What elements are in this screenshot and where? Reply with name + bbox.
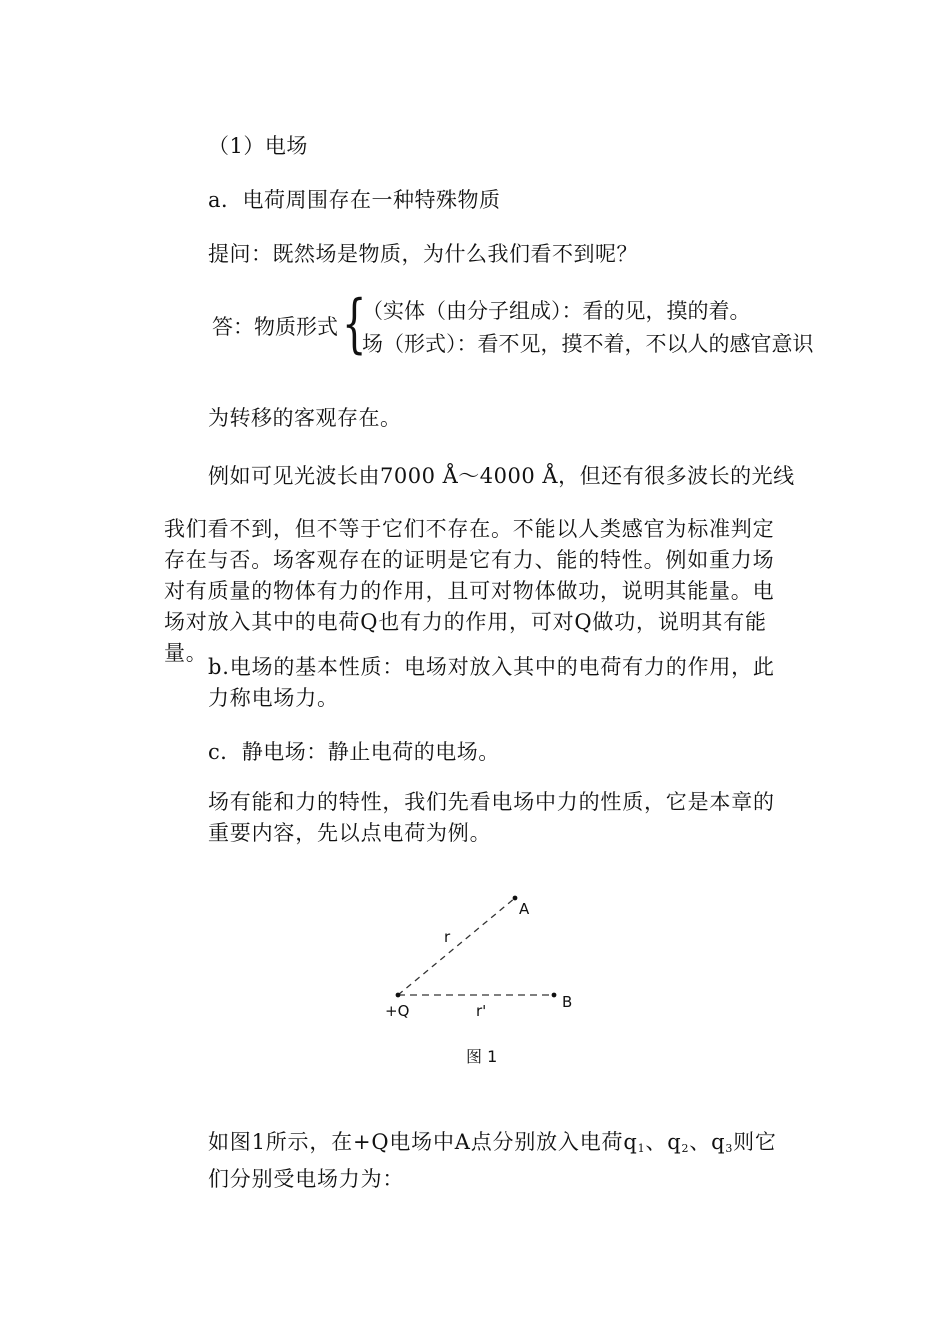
label-b: B — [562, 993, 573, 1011]
answer-line-field: 场（形式）：看不见，摸不着，不以人的感官意识 — [362, 332, 814, 356]
example-first-line: 例如可见光波长由7000 Å～4000 Å，但还有很多波长的光线 — [208, 464, 795, 488]
line-r — [398, 898, 515, 995]
point-a — [513, 896, 518, 901]
label-r: r — [444, 928, 451, 946]
summary-text: 场有能和力的特性，我们先看电场中力的性质，它是本章的重要内容，先以点电荷为例。 — [208, 790, 775, 845]
figure-1 — [380, 886, 600, 1066]
point-q — [396, 993, 401, 998]
question-text: 提问：既然场是物质，为什么我们看不到呢？ — [208, 242, 638, 266]
answer-continuation: 为转移的客观存在。 — [208, 406, 402, 430]
brace-symbol: { — [342, 287, 367, 361]
subscript-2: 2 — [681, 1142, 690, 1155]
section-heading: （1）电场 — [208, 134, 308, 158]
figure-text-q3: 、q — [689, 1130, 726, 1154]
figure-text-suffix: 则它们分别受电场力为： — [208, 1130, 777, 1191]
figure-paragraph — [164, 1127, 789, 1195]
item-a: a．电荷周围存在一种特殊物质 — [208, 188, 501, 212]
field-diagram — [380, 886, 600, 1046]
figure-text — [164, 1127, 789, 1195]
figure-text-q2: 、q — [645, 1130, 682, 1154]
answer-lead: 答：物质形式 — [212, 315, 338, 339]
example-text: 我们看不到，但不等于它们不存在。不能以人类感官为标准判定存在与否。场客观存在的证明是它有力、能的特性。例如重力场对有质量的物体有力的作用，且可对物体做功，说明其能量。电场对放入其中的电荷Q也有力的作用，可对Q做功，说明其有能量。 — [164, 517, 775, 665]
label-a: A — [519, 900, 530, 918]
example-paragraph — [164, 514, 789, 669]
item-c: c．静电场：静止电荷的电场。 — [208, 740, 500, 764]
point-b — [552, 993, 557, 998]
answer-block — [212, 287, 852, 370]
answer-line-entity: （实体（由分子组成）：看的见，摸的着。 — [362, 299, 751, 323]
subscript-1: 1 — [637, 1142, 646, 1155]
label-r-prime: r' — [476, 1002, 487, 1020]
subscript-3: 3 — [725, 1142, 734, 1155]
item-b: b.电场的基本性质：电场对放入其中的电荷有力的作用，此力称电场力。 — [208, 655, 775, 710]
item-b-paragraph — [164, 652, 789, 714]
label-q: +Q — [385, 1002, 410, 1020]
figure-text-prefix: 如图1所示，在+Q电场中A点分别放入电荷q — [208, 1130, 638, 1154]
summary-paragraph — [164, 787, 789, 849]
figure-caption: 图 1 — [466, 1047, 498, 1066]
